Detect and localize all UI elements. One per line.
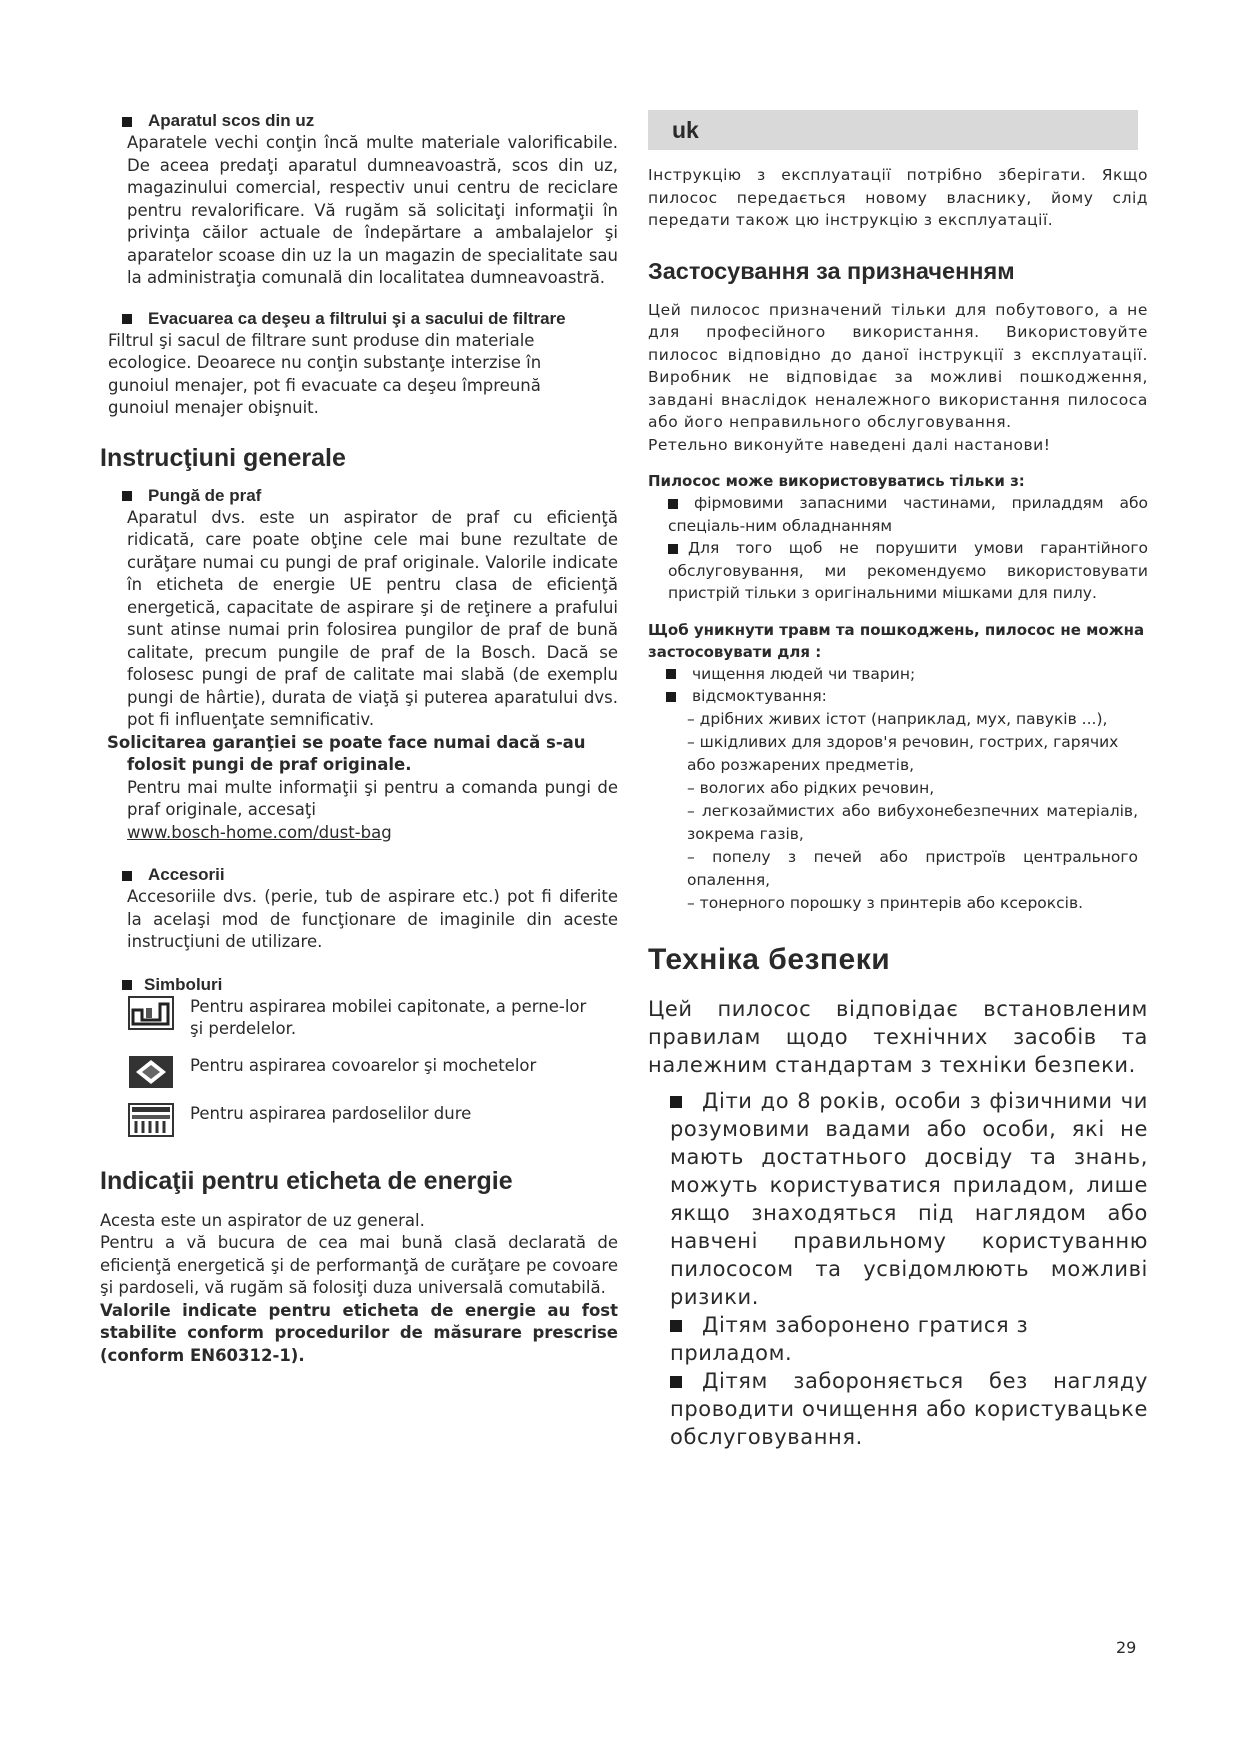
only-with-title: Пилосос може використовуватись тільки з: — [648, 472, 1025, 490]
section-title: Accesorii — [148, 865, 225, 884]
list-item: фірмовими запасними частинами, приладдям або спеціаль-ним обладнанням — [668, 494, 1148, 535]
bullet-square-icon — [668, 499, 678, 509]
dash-item: – шкідливих для здоров'я речовин, гострих, гарячих або розжарених предметів, — [687, 732, 1119, 774]
energy-measurement-note: Valorile indicate pentru eticheta de energie au fost stabilite conform procedurilor de măsurare prescrise (conform EN60312-1). — [100, 1300, 618, 1365]
section-energy — [100, 1210, 618, 1368]
paragraph: Pentru a vă bucura de cea mai bună clasă declarată de eficienţă energetică şi de performanţă de curăţare pe covoare şi pardoseli, vă rugăm să folosiţi duza universală comutabilă. — [100, 1233, 618, 1297]
bullet-square-icon — [670, 1096, 682, 1108]
bullet-square-icon — [666, 692, 676, 702]
bullet-square-icon — [122, 314, 132, 324]
dash-item: – вологих або рідких речовин, — [687, 778, 935, 797]
section-title: Simboluri — [144, 974, 223, 994]
list-item: чищення людей чи тварин; — [666, 663, 1148, 686]
hard-floor-icon — [128, 1103, 174, 1137]
section-title: Pungă de praf — [148, 485, 262, 505]
list-item: Для того щоб не порушити умови гарантійного обслуговування, ми рекомендуємо використовувати пристрій тільки з оригінальними мішками для пилу. — [668, 539, 1148, 602]
bullet-square-icon — [122, 117, 132, 127]
language-bar: uk — [648, 110, 1138, 150]
heading-general-instructions: Instrucţiuni generale — [100, 443, 346, 472]
bullet-square-icon — [122, 871, 132, 881]
section-disposal — [100, 110, 618, 290]
section-filter-disposal — [100, 308, 618, 420]
carpet-icon — [128, 1055, 174, 1089]
bullet-square-icon — [670, 1320, 682, 1332]
paragraph: Accesoriile dvs. (perie, tub de aspirare etc.) pot fi diferite la acelaşi mod de funcţionare de imaginile din aceste instrucţiuni de utilizare. — [127, 887, 618, 951]
paragraph: Ретельно виконуйте наведені далі настанови! — [648, 435, 1051, 454]
paragraph: Filtrul şi sacul de filtrare sunt produse din materiale ecologice. Deoarece nu conţin substanţe interzise în gunoiul menajer, pot fi evacuate ca deşeu împreună gunoiul menajer obişnuit. — [108, 330, 542, 417]
section-accessories — [100, 864, 618, 954]
symbol-row — [128, 1055, 618, 1089]
heading-intended-use: Застосування за призначенням — [648, 257, 1015, 284]
symbol-row — [128, 1103, 618, 1137]
section-title: Aparatul scos din uz — [148, 111, 315, 130]
paragraph: Acesta este un aspirator de uz general. — [100, 1210, 425, 1230]
bullet-square-icon — [122, 980, 132, 990]
avoid-title: Щоб уникнути травм та пошкоджень, пилосос не можна застосовувати для : — [648, 620, 1145, 661]
paragraph: Pentru mai multe informaţii şi pentru a comanda pungi de praf originale, accesaţi — [127, 777, 618, 819]
safety-item: Діти до 8 років, особи з фізичними чи розумовими вадами або особи, які не мають достатнього досвіду та знань, можуть користуватися приладом, лише якщо знаходяться під наглядом або навчені правильному користуванню пилососом та усвідомлюють можливі ризики. — [670, 1088, 1148, 1309]
left-column — [100, 110, 618, 1367]
paragraph: Aparatul dvs. este un aspirator de praf cu eficienţă ridicată, care poate obţine cele mai bune rezultate de curăţare numai cu pungi de praf originale. Valorile indicate în eticheta de energie UE pentru clasa de eficienţă energetică, capacitate de aspirare şi de reţinere a prafului sunt atinse numai prin folosirea pungilor de praf de bună calitate, precum pungile de praf de la Bosch. Dacă se folosesc pungi de praf de calitate mai slabă (de exemplu pungi de hârtie), durata de viaţă şi puterea aparatului dvs. pot fi influenţate semnificativ. — [127, 507, 618, 729]
dash-item: – дрібних живих істот (наприклад, мух, павуків ...), — [687, 709, 1108, 728]
heading-safety: Техніка безпеки — [648, 942, 891, 976]
intro-paragraph: Інструкцію з експлуатації потрібно зберігати. Якщо пилосос передається новому власнику, йому слід передати також цю інструкцію з експлуатації. — [648, 166, 1148, 229]
safety-item: Дітям заборонено гратися з приладом. — [670, 1312, 1029, 1365]
warranty-note: Solicitarea garanţiei se poate face numai dacă s-au folosit pungi de praf originale. — [107, 732, 586, 774]
dust-bag-link[interactable]: www.bosch-home.com/dust-bag — [127, 822, 392, 842]
bullet-square-icon — [670, 1376, 682, 1388]
section-title: Evacuarea ca deşeu a filtrului şi a sacului de filtrare — [148, 308, 566, 328]
section-dust-bag — [100, 485, 618, 845]
symbol-text: Pentru aspirarea covoarelor şi mochetelor — [190, 1055, 537, 1075]
bullet-square-icon — [122, 491, 132, 501]
right-column — [648, 110, 1148, 1451]
symbol-row — [128, 996, 618, 1041]
heading-energy-label: Indicaţii pentru eticheta de energie — [100, 1166, 513, 1195]
dash-item: – попелу з печей або пристроїв центрального опалення, — [687, 847, 1138, 889]
safety-item: Дітям забороняється без нагляду проводити очищення або користувацьке обслуговування. — [670, 1368, 1148, 1449]
safety-intro: Цей пилосос відповідає встановленим правилам щодо технічних засобів та належним стандартам з техніки безпеки. — [648, 996, 1148, 1077]
symbol-text: Pentru aspirarea pardoselilor dure — [190, 1103, 472, 1123]
dash-item: – легкозаймистих або вибухонебезпечних матеріалів, зокрема газів, — [687, 801, 1138, 843]
bullet-square-icon — [666, 669, 676, 679]
bullet-square-icon — [668, 544, 678, 554]
dash-item: – тонерного порошку з принтерів або ксероксів. — [687, 893, 1084, 912]
paragraph: Aparatele vechi conţin încă multe materiale valorificabile. De aceea predaţi aparatul dumneavoastră, scos din uz, magazinului comercial, respectiv unui centru de reciclare pentru revalorificare. Vă rugăm să solicitaţi informaţii în privinţa căilor actuale de îndepărtare a ambalajelor şi aparatelor scoase din uz la un magazin de specialitate sau la administraţia comunală din localitatea dumneavoastră. — [127, 133, 618, 287]
paragraph: Цей пилосос призначений тільки для побутового, а не для професійного використання. Використовуйте пилосос відповідно до даної інструкції з експлуатації. Виробник не відповідає за можливі пошкодження, завдані внаслідок неналежного використання пилососа або його неправильного обслуговування. — [648, 300, 1148, 431]
upholstery-icon — [128, 996, 174, 1030]
page-number: 29 — [1116, 1638, 1137, 1657]
list-item: відсмоктування: — [666, 685, 1148, 708]
section-symbols — [100, 974, 618, 1137]
symbol-text: Pentru aspirarea mobilei capitonate, a perne-lor şi perdelelor. — [190, 996, 587, 1038]
